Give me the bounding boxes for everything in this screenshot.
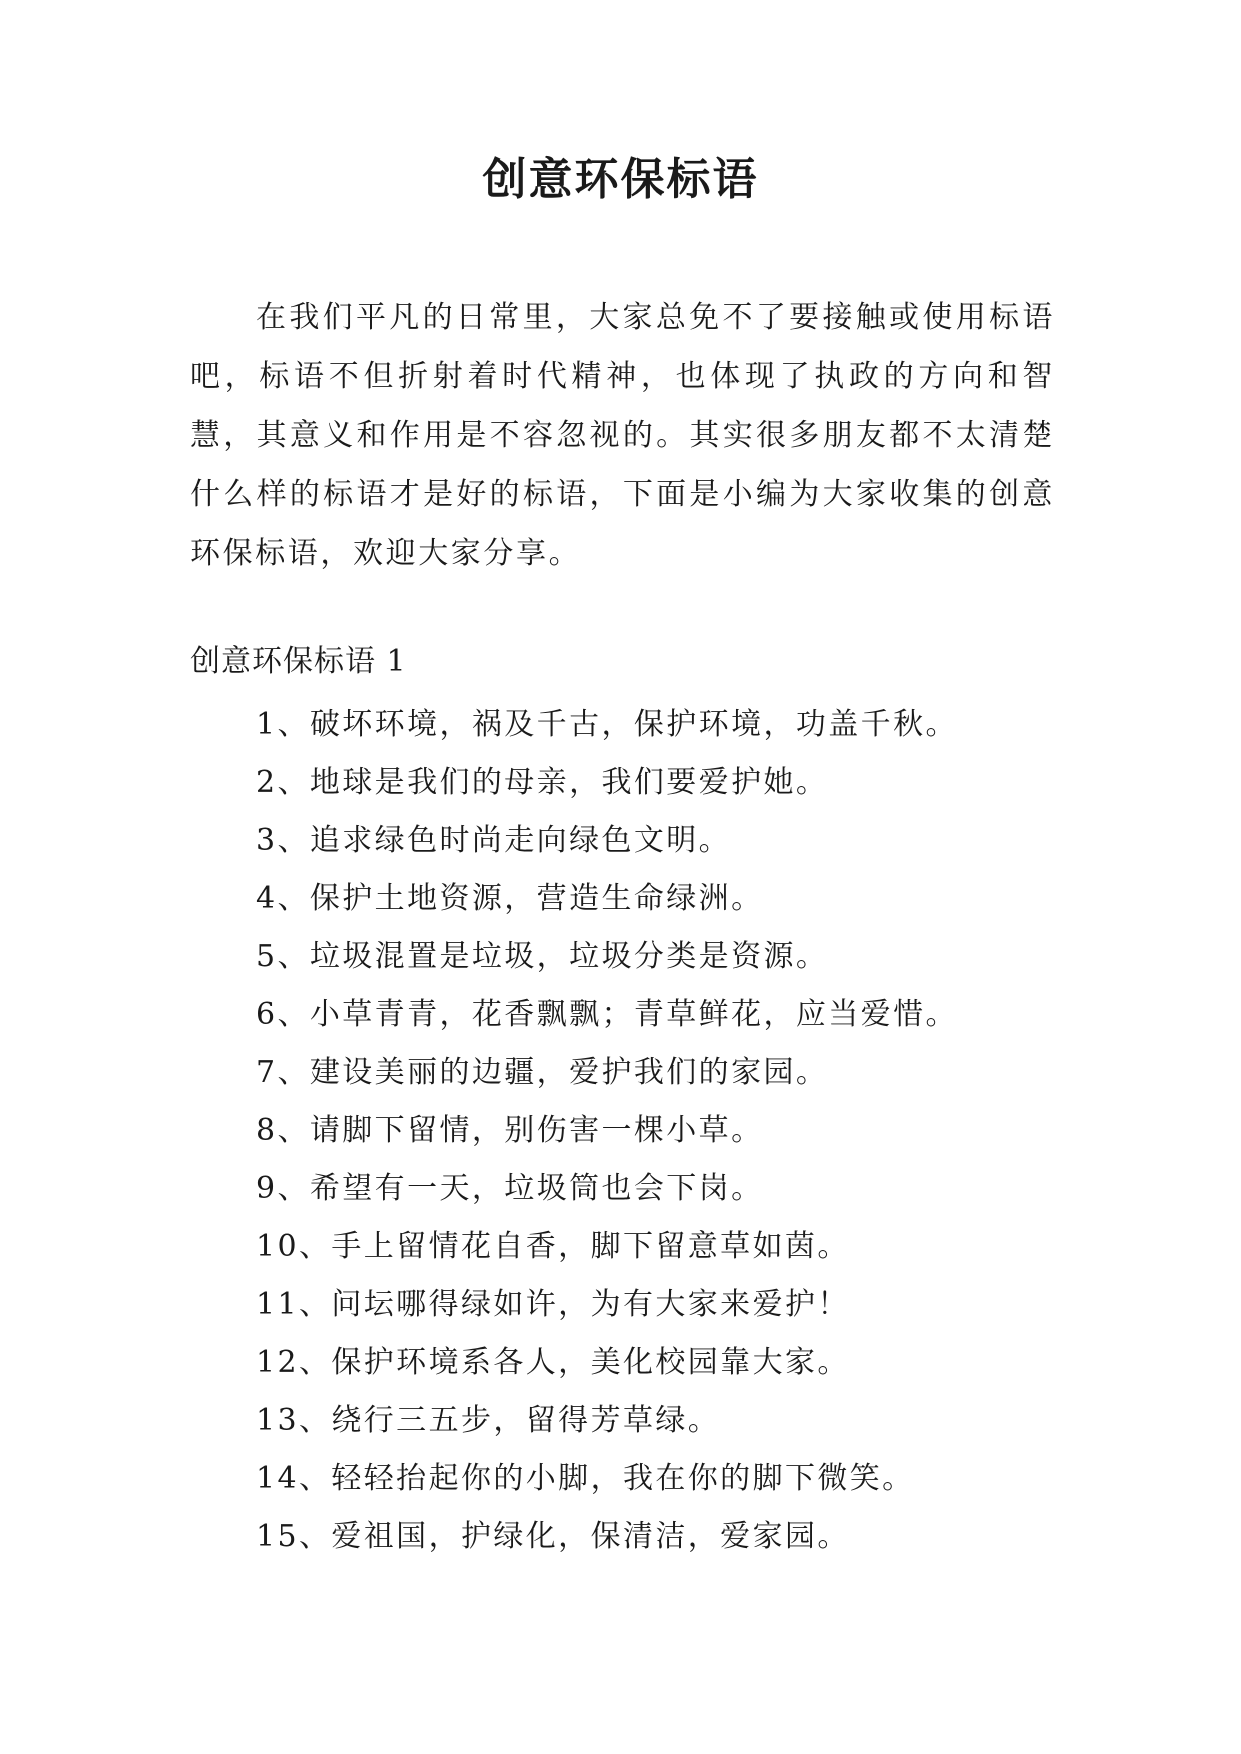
slogan-item: 14、轻轻抬起你的小脚，我在你的脚下微笑。 [256,1461,915,1496]
section-heading: 创意环保标语 1 [190,644,407,679]
slogan-item: 7、建设美丽的边疆，爱护我们的家园。 [256,1055,829,1090]
slogan-item: 1、破坏环境，祸及千古，保护环境，功盖千秋。 [256,707,958,742]
slogan-item: 6、小草青青，花香飘飘；青草鲜花，应当爱惜。 [256,997,958,1032]
slogan-item: 13、绕行三五步，留得芳草绿。 [256,1403,721,1438]
slogan-item: 2、地球是我们的母亲，我们要爱护她。 [256,765,829,800]
slogan-list [256,696,1076,1566]
intro-paragraph: 在我们平凡的日常里，大家总免不了要接触或使用标语吧，标语不但折射着时代精神，也体现了执政的方向和智慧，其意义和作用是不容忽视的。其实很多朋友都不太清楚什么样的标语才是好的标语，下面是小编为大家收集的创意环保标语，欢迎大家分享。 [190,300,1055,571]
slogan-item: 12、保护环境系各人，美化校园靠大家。 [256,1345,850,1380]
slogan-item: 15、爱祖国，护绿化，保清洁，爱家园。 [256,1519,850,1554]
document-title: 创意环保标语 [482,154,759,205]
slogan-item: 4、保护土地资源，营造生命绿洲。 [256,881,764,916]
slogan-item: 9、希望有一天，垃圾筒也会下岗。 [256,1171,764,1206]
slogan-item: 8、请脚下留情，别伤害一棵小草。 [256,1113,764,1148]
slogan-item: 10、手上留情花自香，脚下留意草如茵。 [256,1229,850,1264]
slogan-item: 11、问坛哪得绿如许，为有大家来爱护！ [256,1287,850,1322]
slogan-item: 5、垃圾混置是垃圾，垃圾分类是资源。 [256,939,829,974]
slogan-item: 3、追求绿色时尚走向绿色文明。 [256,823,732,858]
